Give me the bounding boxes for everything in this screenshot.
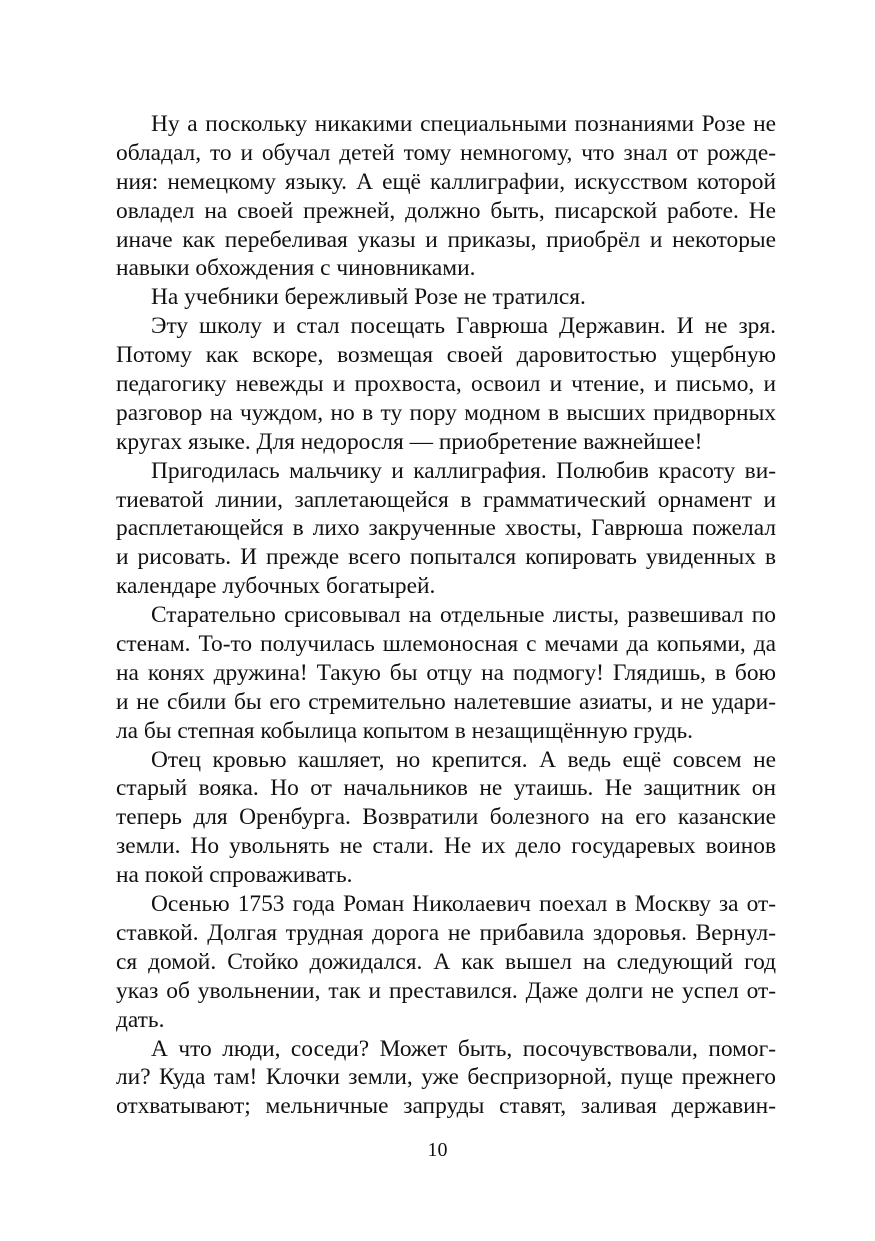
paragraph-3 [116, 312, 776, 456]
text-line: указ об увольнении, так и преставился. Даже долги не успел от- [116, 977, 776, 1004]
text-line: Отец кровью кашляет, но крепится. А ведь ещё совсем не [151, 746, 776, 773]
text-line: Ну а поскольку никакими специальными познаниями Розе не [151, 111, 776, 137]
paragraph-1 [116, 110, 776, 283]
text-line: на конях дружина! Такую бы отцу на подмогу! Глядишь, в бою [116, 659, 776, 686]
text-line: Эту школу и стал посещать Гаврюша Державин. И не зря. [151, 313, 776, 340]
text-line: педагогику невежды и прохвоста, освоил и чтение, и письмо, и [116, 371, 776, 398]
paragraph-2 [116, 283, 776, 312]
text-line: ся домой. Стойко дожидался. А как вышел на следующий год [116, 948, 776, 975]
page-number: 10 [427, 1139, 448, 1161]
text-line: стенам. То-то получилась шлемоносная с мечами да копьями, да [116, 631, 776, 658]
text-line: Старательно срисовывал на отдельные листы, развешивал по [151, 602, 776, 629]
paragraph-8 [116, 1035, 776, 1122]
text-line: отхватывают; мельничные запруды ставят, заливая державин- [116, 1093, 776, 1120]
text-line: Потому как вскоре, возмещая своей даровитостью ущербную [116, 342, 776, 369]
paragraph-4 [116, 457, 776, 601]
text-line: иначе как перебеливая указы и приказы, приобрёл и некоторые [116, 226, 776, 253]
text-line: расплетающейся в лихо закрученные хвосты, Гаврюша пожелал [116, 515, 776, 542]
text-line: земли. Но увольнять не стали. Не их дело государевых воинов [116, 833, 776, 860]
text-line: овладел на своей прежней, должно быть, писарской работе. Не [116, 197, 776, 224]
text-line: тиеватой линии, заплетающейся в грамматический орнамент и [116, 486, 776, 513]
text-line: старый вояка. Но от начальников не утаишь. Не защитник он [116, 775, 776, 802]
text-line: ния: немецкому языку. А ещё каллиграфии, искусством которой [116, 168, 776, 195]
text-line: ставкой. Долгая трудная дорога не прибавила здоровья. Вернул- [116, 919, 776, 946]
text-line: дать. [116, 1006, 165, 1033]
paragraph-5 [116, 601, 776, 745]
text-line: Пригодилась мальчику и каллиграфия. Полюбив красоту ви- [151, 457, 776, 484]
paragraph-7 [116, 890, 776, 1034]
text-line: А что люди, соседи? Может быть, посочувствовали, помог- [151, 1035, 776, 1062]
text-line: и рисовать. И прежде всего попытался копировать увиденных в [116, 544, 776, 571]
text-line: календаре лубочных богатырей. [116, 573, 436, 600]
text-line: ла бы степная кобылица копытом в незащищённую грудь. [116, 717, 694, 744]
text-line: ли? Куда там! Клочки земли, уже беспризорной, пуще прежнего [116, 1064, 776, 1091]
paragraph-6 [116, 746, 776, 890]
text-line: теперь для Оренбурга. Возвратили болезного на его казанские [116, 804, 776, 831]
text-line: На учебники бережливый Розе не тратился. [151, 284, 586, 311]
text-line: кругах языке. Для недоросля — приобретение важнейшее! [116, 428, 703, 455]
text-line: Осенью 1753 года Роман Николаевич поехал в Москву за от- [151, 891, 776, 918]
text-line: навыки обхождения с чиновниками. [116, 255, 476, 282]
text-line: и не сбили бы его стремительно налетевшие азиаты, и не удари- [116, 688, 776, 715]
text-line: обладал, то и обучал детей тому немногому, что знал от рожде- [116, 139, 776, 166]
text-line: на покой спроваживать. [116, 862, 353, 889]
body-text [116, 110, 776, 1121]
text-line: разговор на чуждом, но в ту пору модном в высших придворных [116, 399, 776, 426]
